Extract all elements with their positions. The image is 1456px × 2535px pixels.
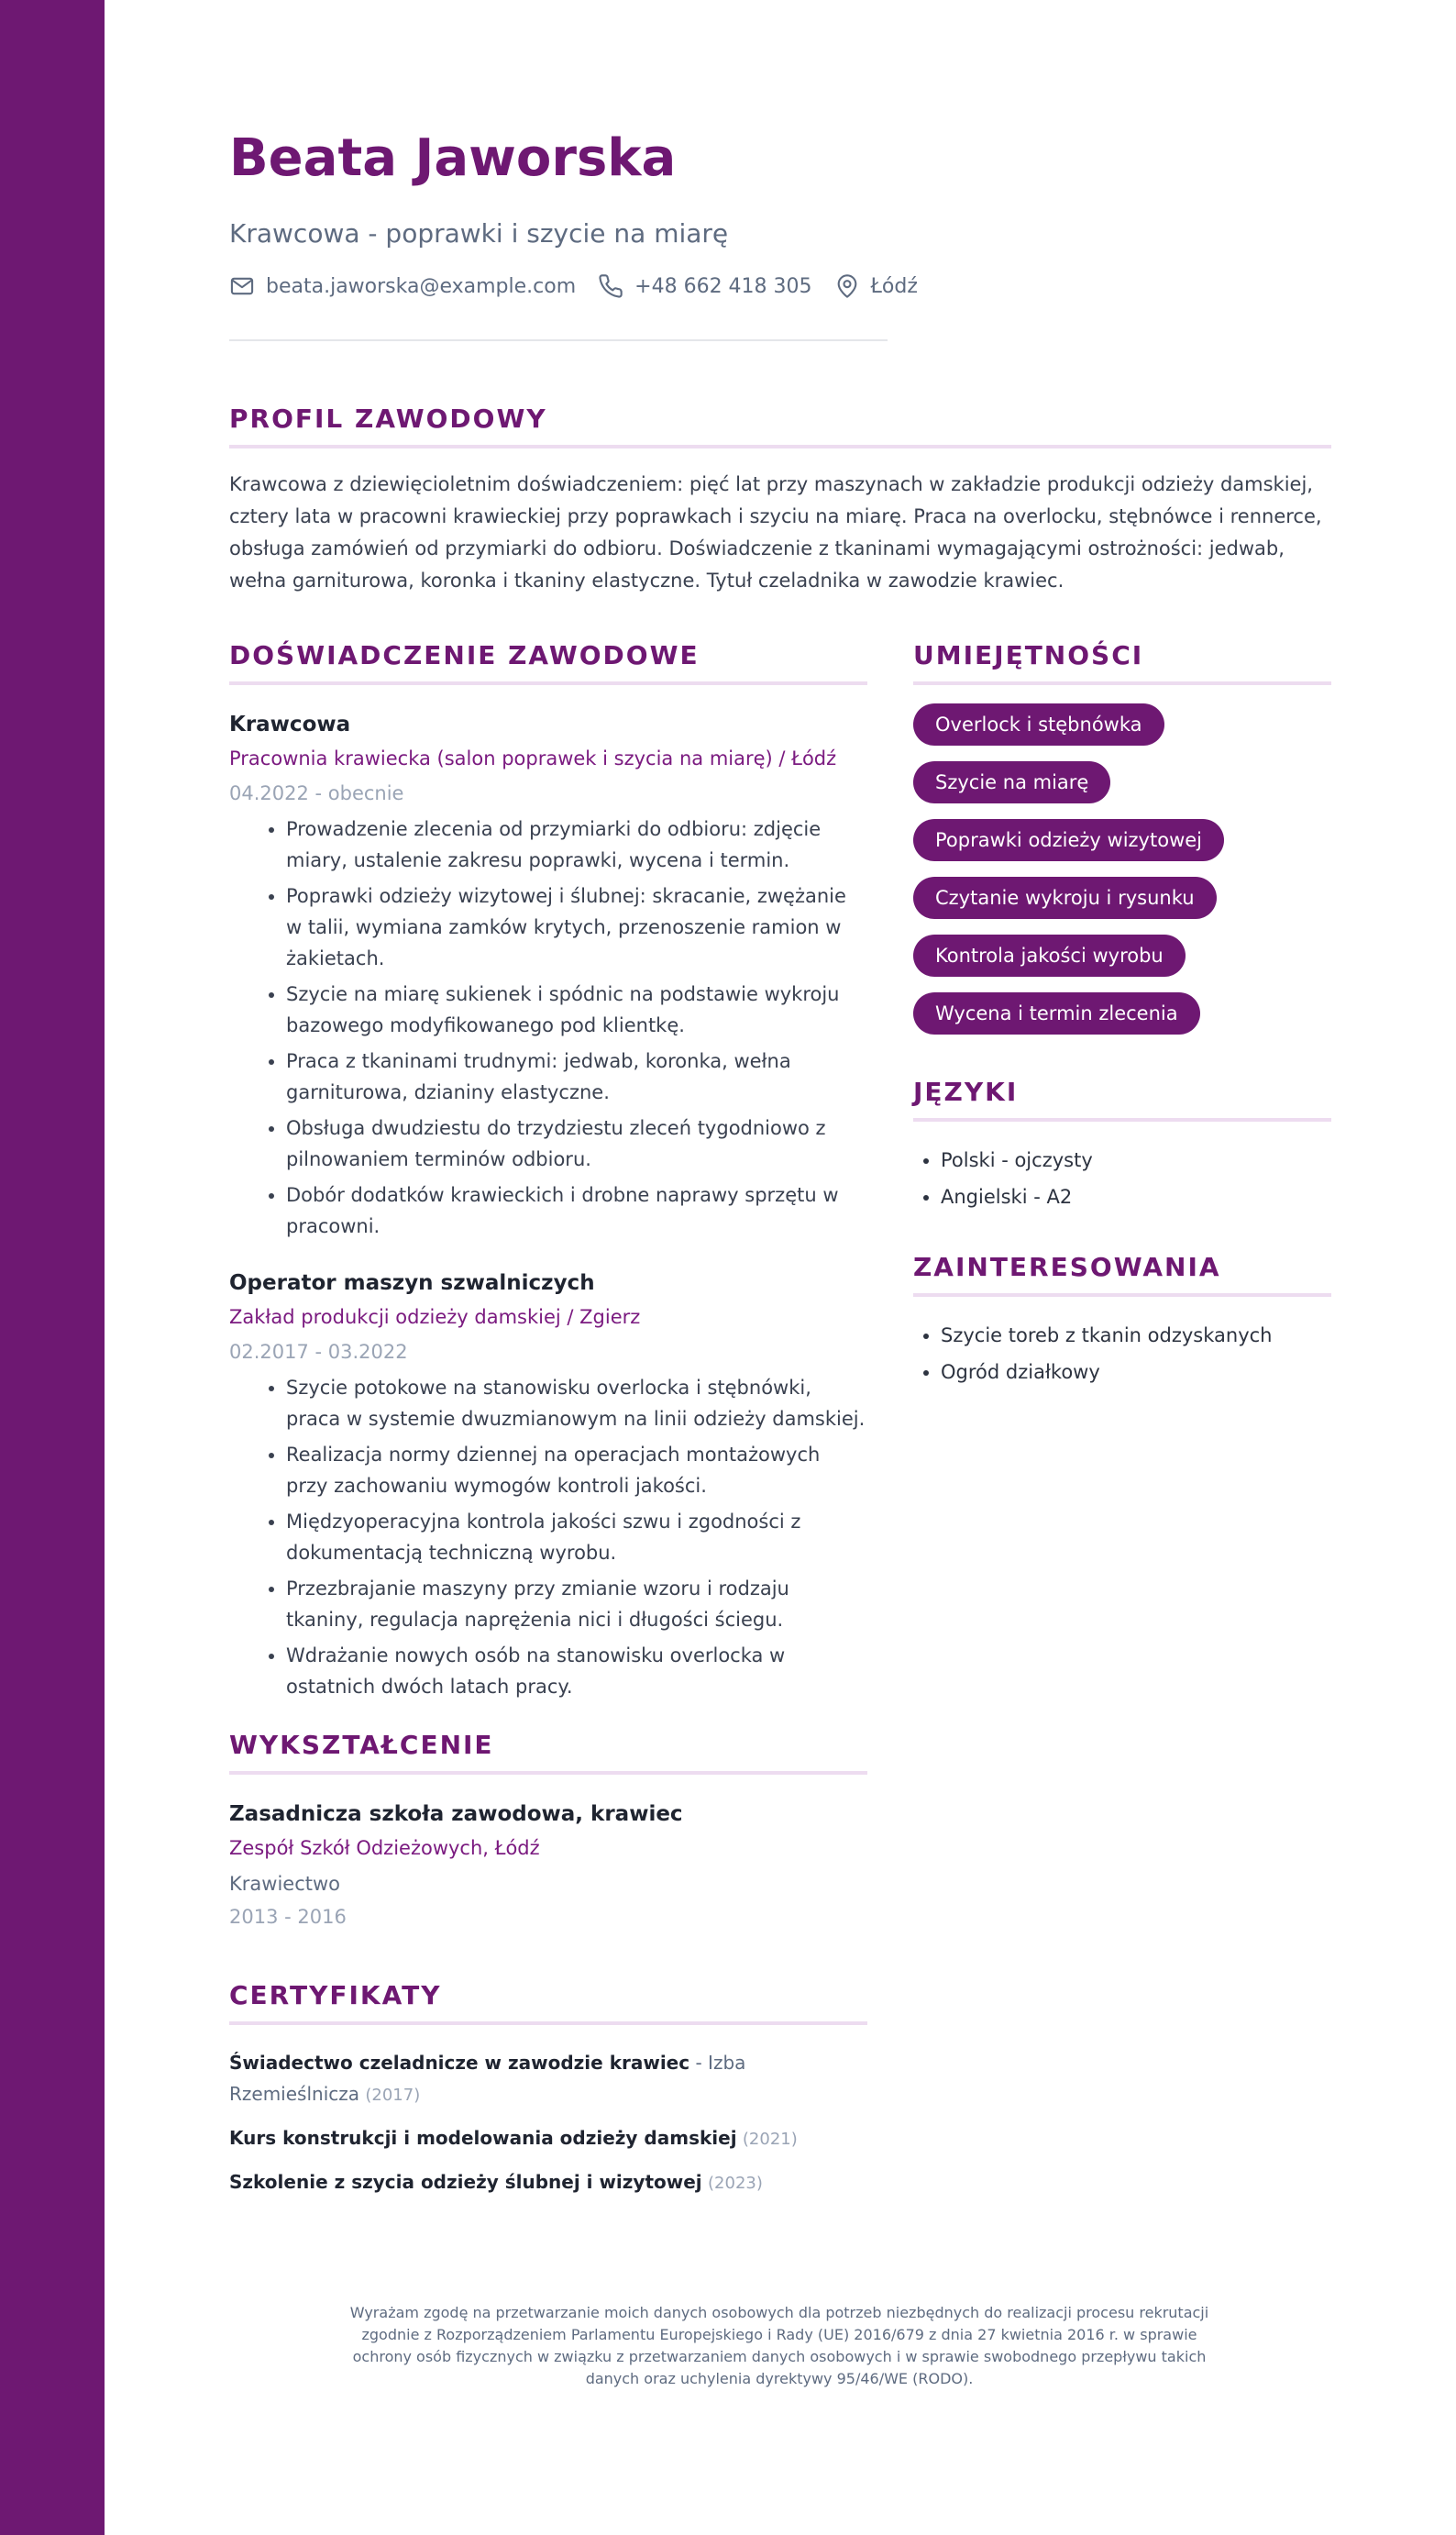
side-column xyxy=(913,640,1331,1390)
section-rule xyxy=(229,681,867,685)
skill-tag: Wycena i termin zlecenia xyxy=(913,992,1200,1035)
section-rule xyxy=(913,1293,1331,1297)
education-dates: 2013 - 2016 xyxy=(229,1906,347,1928)
experience-title: DOŚWIADCZENIE ZAWODOWE xyxy=(229,640,700,670)
section-rule xyxy=(229,1771,867,1775)
job-entry xyxy=(229,1268,867,1702)
job-headline: Krawcowa - poprawki i szycie na miarę xyxy=(229,218,729,249)
duty-item: • Realizacja normy dziennej na operacjach montażowych przy zachowaniu wymogów kontroli jakości. xyxy=(286,1439,867,1501)
language-list xyxy=(913,1142,1331,1215)
interest-item: • Szycie toreb z tkanin odzyskanych xyxy=(941,1317,1331,1354)
contact-location-text: Łódź xyxy=(870,274,918,298)
candidate-name: Beata Jaworska xyxy=(229,128,677,188)
skill-tag-list xyxy=(913,703,1331,1035)
languages-title: JĘZYKI xyxy=(913,1077,1019,1107)
certificate-name: Świadectwo czeladnicze w zawodzie krawiec xyxy=(229,2052,690,2074)
contact-row xyxy=(229,273,940,299)
job-title: Krawcowa xyxy=(229,713,351,736)
interests-section xyxy=(913,1252,1331,1390)
job-entry xyxy=(229,709,867,1242)
profile-title: PROFIL ZAWODOWY xyxy=(229,404,547,434)
duty-item: • Szycie na miarę sukienek i spódnic na podstawie wykroju bazowego modyfikowanego pod klientkę. xyxy=(286,979,867,1041)
education-entry xyxy=(229,1799,867,1932)
side-accent-bar xyxy=(0,0,105,2535)
duty-item: • Wdrażanie nowych osób na stanowisku overlocka w ostatnich dwóch latach pracy. xyxy=(286,1640,867,1702)
skill-tag: Poprawki odzieży wizytowej xyxy=(913,819,1224,861)
interests-title: ZAINTERESOWANIA xyxy=(913,1252,1221,1282)
certificate-list xyxy=(229,2047,867,2199)
contact-email-text: beata.jaworska@example.com xyxy=(266,274,577,298)
profile-section xyxy=(229,404,1331,597)
certificate-year: (2023) xyxy=(708,2174,763,2193)
section-rule xyxy=(229,445,1331,448)
job-duties xyxy=(229,814,867,1242)
job-dates: 04.2022 - obecnie xyxy=(229,782,404,804)
job-company: Zakład produkcji odzieży damskiej / Zgierz xyxy=(229,1306,641,1328)
certificate-name: Kurs konstrukcji i modelowania odzieży damskiej xyxy=(229,2127,737,2149)
skill-tag: Szycie na miarę xyxy=(913,761,1110,803)
certificates-title: CERTYFIKATY xyxy=(229,1980,442,2010)
section-rule xyxy=(229,2021,867,2025)
contact-phone[interactable] xyxy=(598,273,811,299)
certificate-item xyxy=(229,2166,867,2199)
education-section xyxy=(229,1730,867,1932)
education-field: Krawiectwo xyxy=(229,1873,341,1895)
certificates-section xyxy=(229,1980,867,2199)
skills-section xyxy=(913,640,1331,1035)
language-item: • Polski - ojczysty xyxy=(941,1142,1331,1179)
certificate-name: Szkolenie z szycia odzieży ślubnej i wizytowej xyxy=(229,2171,702,2193)
certificate-item xyxy=(229,2047,867,2111)
section-rule xyxy=(913,681,1331,685)
skill-tag: Overlock i stębnówka xyxy=(913,703,1164,746)
language-item: • Angielski - A2 xyxy=(941,1179,1331,1215)
duty-item: • Prowadzenie zlecenia od przymiarki do odbioru: zdjęcie miary, ustalenie zakresu poprawki, wycena i termin. xyxy=(286,814,867,876)
duty-item: • Poprawki odzieży wizytowej i ślubnej: skracanie, zwężanie w talii, wymiana zamków krytych, przenoszenie ramion w żakietach. xyxy=(286,880,867,974)
profile-text: Krawcowa z dziewięcioletnim doświadczeniem: pięć lat przy maszynach w zakładzie produkcji odzieży damskiej, cztery lata w pracowni krawieckiej przy poprawkach i szyciu na miarę. Praca na overlocku, stębnówce i rennerce, obsługa zamówień od przymiarki do odbioru. Doświadczenie z tkaninami wymagającymi ostrożności: jedwab, wełna garniturowa, koronka i tkaniny elastyczne. Tytuł czeladnika w zawodzie krawiec. xyxy=(229,473,1322,592)
duty-item: • Przezbrajanie maszyny przy zmianie wzoru i rodzaju tkaniny, regulacja naprężenia nici i długości ściegu. xyxy=(286,1573,867,1635)
mail-icon xyxy=(229,273,255,299)
job-title: Operator maszyn szwalniczych xyxy=(229,1271,595,1295)
main-column xyxy=(229,640,867,2210)
education-school: Zespół Szkół Odzieżowych, Łódź xyxy=(229,1837,540,1859)
skill-tag: Kontrola jakości wyrobu xyxy=(913,935,1186,977)
duty-item: • Dobór dodatków krawieckich i drobne naprawy sprzętu w pracowni. xyxy=(286,1179,867,1242)
job-dates: 02.2017 - 03.2022 xyxy=(229,1341,408,1363)
education-degree: Zasadnicza szkoła zawodowa, krawiec xyxy=(229,1802,683,1826)
education-title: WYKSZTAŁCENIE xyxy=(229,1730,494,1760)
certificate-year: (2017) xyxy=(365,2086,421,2105)
certificate-year: (2021) xyxy=(742,2130,798,2149)
interest-list xyxy=(913,1317,1331,1390)
job-company: Pracownia krawiecka (salon poprawek i szycia na miarę) / Łódź xyxy=(229,747,837,769)
certificate-issuer: - Izba Rzemieślnicza xyxy=(229,2052,746,2105)
header-divider xyxy=(229,339,888,341)
duty-item: • Praca z tkaninami trudnymi: jedwab, koronka, wełna garniturowa, dzianiny elastyczne. xyxy=(286,1046,867,1108)
skills-title: UMIEJĘTNOŚCI xyxy=(913,640,1144,670)
certificate-item xyxy=(229,2122,867,2155)
interest-item: • Ogród działkowy xyxy=(941,1354,1331,1390)
contact-email[interactable] xyxy=(229,273,576,299)
job-duties xyxy=(229,1372,867,1702)
section-rule xyxy=(913,1118,1331,1122)
duty-item: • Szycie potokowe na stanowisku overlocka i stębnówki, praca w systemie dwuzmianowym na linii odzieży damskiej. xyxy=(286,1372,867,1434)
contact-phone-text: +48 662 418 305 xyxy=(634,274,812,298)
map-pin-icon xyxy=(834,273,860,299)
duty-item: • Międzyoperacyjna kontrola jakości szwu i zgodności z dokumentacją techniczną wyrobu. xyxy=(286,1506,867,1568)
skill-tag: Czytanie wykroju i rysunku xyxy=(913,877,1217,919)
languages-section xyxy=(913,1077,1331,1215)
duty-item: • Obsługa dwudziestu do trzydziestu zleceń tygodniowo z pilnowaniem terminów odbioru. xyxy=(286,1113,867,1175)
phone-icon xyxy=(598,273,623,299)
experience-section xyxy=(229,640,867,1702)
contact-location xyxy=(834,273,918,299)
gdpr-consent-clause: Wyrażam zgodę na przetwarzanie moich danych osobowych dla potrzeb niezbędnych do realizacji procesu rekrutacji zgodnie z Rozporządzeniem Parlamentu Europejskiego i Rady (UE) 2016/679 z dnia 27 kwietnia 2016 r. w sprawie ochrony osób fizycznych w związku z przetwarzaniem danych osobowych i w sprawie swobodnego przepływu takich danych oraz uchylenia dyrektywy 95/46/WE (RODO). xyxy=(349,2304,1209,2387)
